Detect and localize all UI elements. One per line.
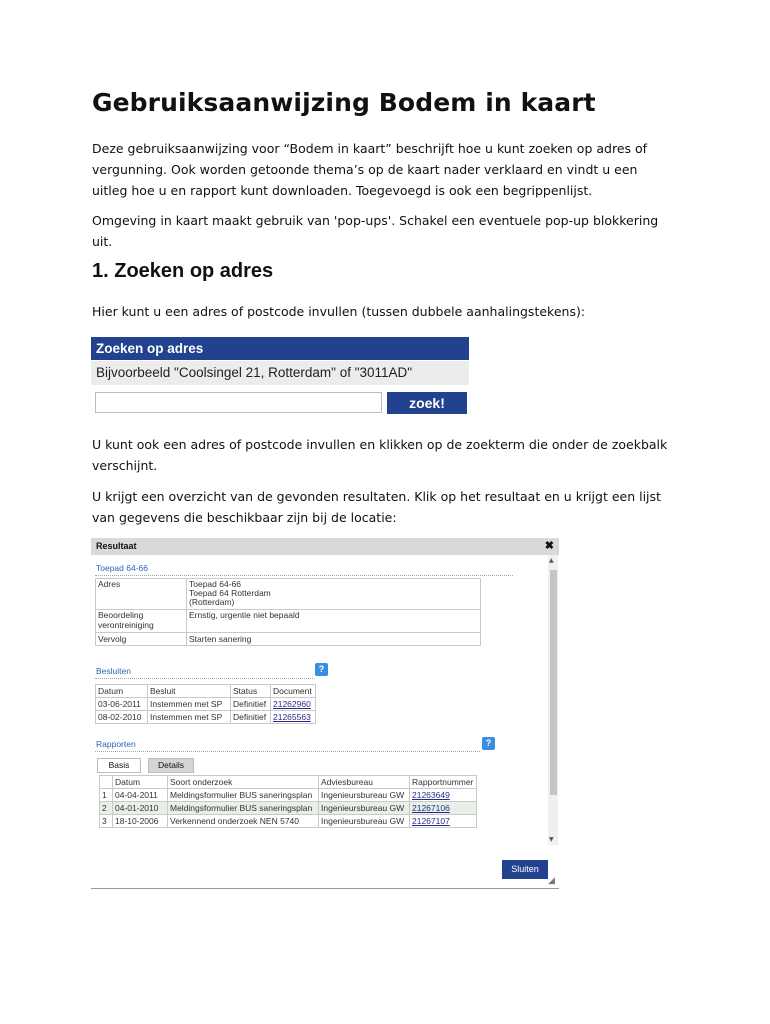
popup-title: Resultaat: [96, 541, 137, 551]
table-cell: 18-10-2006: [113, 815, 168, 828]
report-link[interactable]: 21263649: [410, 789, 477, 802]
search-widget-header: Zoeken op adres: [91, 337, 469, 360]
table-cell: 2: [100, 802, 113, 815]
table-header-row: [100, 776, 477, 789]
table-cell: 03-06-2011: [96, 698, 148, 711]
close-button[interactable]: Sluiten: [502, 860, 548, 879]
search-widget-example: Bijvoorbeeld "Coolsingel 21, Rotterdam" of "3011AD": [91, 361, 469, 385]
besluiten-title: Besluiten: [96, 666, 131, 676]
table-cell: 08-02-2010: [96, 711, 148, 724]
popup-note-paragraph: Omgeving in kaart maakt gebruik van 'pop-ups'. Schakel een eventuele pop-up blokkering uit.: [92, 213, 659, 249]
table-cell: Ingenieursbureau GW: [319, 815, 410, 828]
info-label: [96, 610, 187, 633]
help-icon[interactable]: ?: [315, 663, 328, 676]
table-cell: 1: [100, 789, 113, 802]
table-cell: 04-04-2011: [113, 789, 168, 802]
search-input[interactable]: [95, 392, 382, 413]
table-cell: Meldingsformulier BUS saneringsplan: [168, 802, 319, 815]
table-cell: Verkennend onderzoek NEN 5740: [168, 815, 319, 828]
divider: [95, 575, 513, 576]
table-cell: Definitief: [231, 711, 271, 724]
table-cell: 04-01-2010: [113, 802, 168, 815]
scroll-up-icon[interactable]: ▲: [549, 557, 554, 564]
table-cell: 3: [100, 815, 113, 828]
address-line: Toepad 64-66: [189, 579, 241, 589]
table-cell: Meldingsformulier BUS saneringsplan: [168, 789, 319, 802]
column-header: Status: [231, 685, 271, 698]
tab-basis[interactable]: Basis: [97, 758, 141, 773]
page-title: Gebruiksaanwijzing Bodem in kaart: [92, 88, 596, 117]
rapporten-title: Rapporten: [96, 739, 136, 749]
address-line: (Rotterdam): [189, 597, 235, 607]
table-row[interactable]: [100, 802, 477, 815]
info-label: Vervolg: [96, 633, 187, 646]
search-hint-paragraph: U kunt ook een adres of postcode invullen en klikken op de zoekterm die onder de zoekbalk verschijnt.: [92, 437, 668, 473]
column-header: Adviesbureau: [319, 776, 410, 789]
search-button[interactable]: zoek!: [387, 392, 467, 414]
section-heading: 1. Zoeken op adres: [92, 260, 274, 282]
info-value: Ernstig, urgentie niet bepaald: [187, 610, 481, 633]
scroll-down-icon[interactable]: ▼: [549, 836, 554, 843]
document-link[interactable]: 21262960: [271, 698, 316, 711]
popup-titlebar: [91, 538, 559, 555]
table-row[interactable]: [100, 789, 477, 802]
intro-paragraph: Deze gebruiksaanwijzing voor “Bodem in kaart” beschrijft hoe u kunt zoeken op adres of vergunning. Ook worden getoonde thema’s op de kaart nader verklaard en vindt u een uitleg hoe u en rapport kunt downloaden. Toegevoegd is ook een begrippenlijst.: [92, 141, 648, 198]
column-header: Datum: [96, 685, 148, 698]
divider: [95, 678, 313, 679]
info-value: Starten sanering: [187, 633, 481, 646]
table-cell: Ingenieursbureau GW: [319, 789, 410, 802]
table-cell: Definitief: [231, 698, 271, 711]
results-paragraph: U krijgt een overzicht van de gevonden resultaten. Klik op het resultaat en u krijgt een lijst van gegevens die beschikbaar zijn bij de locatie:: [92, 489, 661, 525]
close-icon[interactable]: ✖: [544, 540, 554, 552]
table-row[interactable]: [100, 815, 477, 828]
info-value: [187, 579, 481, 610]
column-header: [100, 776, 113, 789]
document-link[interactable]: 21265563: [271, 711, 316, 724]
table-header-row: [96, 685, 316, 698]
table-row[interactable]: [96, 698, 316, 711]
column-header: Soort onderzoek: [168, 776, 319, 789]
table-row[interactable]: [96, 711, 316, 724]
info-label: Adres: [96, 579, 187, 610]
tab-details[interactable]: Details: [148, 758, 194, 773]
report-link[interactable]: 21267107: [410, 815, 477, 828]
table-cell: Instemmen met SP: [148, 698, 231, 711]
column-header: Besluit: [148, 685, 231, 698]
scrollbar-thumb[interactable]: [550, 570, 557, 795]
address-line: Toepad 64 Rotterdam: [189, 588, 271, 598]
rapporten-table: [99, 775, 477, 828]
divider: [95, 751, 480, 752]
column-header: Document: [271, 685, 316, 698]
location-link[interactable]: Toepad 64-66: [96, 563, 148, 573]
besluiten-table: [95, 684, 316, 724]
search-instruction: Hier kunt u een adres of postcode invullen (tussen dubbele aanhalingstekens):: [92, 304, 586, 319]
table-cell: Instemmen met SP: [148, 711, 231, 724]
column-header: Rapportnummer: [410, 776, 477, 789]
info-label-line: Beoordeling: [98, 610, 144, 620]
report-link[interactable]: 21267106: [410, 802, 477, 815]
resize-grip-icon[interactable]: ◢: [548, 876, 555, 886]
help-icon[interactable]: ?: [482, 737, 495, 750]
location-info-table: [95, 578, 481, 646]
info-label-line: verontreiniging: [98, 620, 154, 630]
table-cell: Ingenieursbureau GW: [319, 802, 410, 815]
column-header: Datum: [113, 776, 168, 789]
